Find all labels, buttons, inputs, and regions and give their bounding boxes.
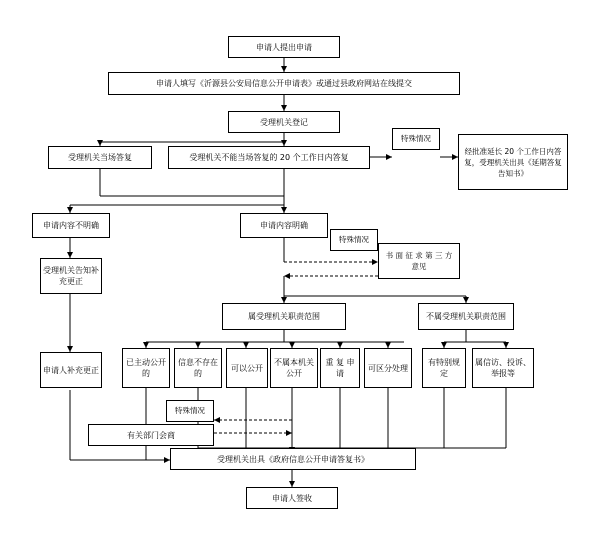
node-content-unclear: 申请内容不明确	[32, 213, 110, 238]
node-20-workday-reply: 受理机关不能当场答复的 20 个工作日内答复	[168, 146, 370, 169]
node-departments-consultation: 有关部门会商	[88, 424, 214, 446]
node-applicant-submit: 申请人提出申请	[228, 36, 340, 58]
node-already-public: 已主动公开的	[122, 348, 170, 388]
node-extension-notice: 经批准延长 20 个工作日内答复，受理机关出具《延期答复告知书》	[458, 134, 568, 190]
node-duplicate-application: 重 复 申 请	[320, 348, 360, 388]
node-onsite-reply: 受理机关当场答复	[48, 146, 152, 169]
node-can-disclose: 可以公开	[226, 348, 268, 388]
node-outside-duty-scope: 不属受理机关职责范围	[418, 303, 514, 330]
node-within-duty-scope: 属受理机关职责范围	[222, 303, 346, 330]
node-registration: 受理机关登记	[228, 111, 340, 133]
node-separable-handling: 可区分处理	[364, 348, 412, 388]
node-consult-third-party: 书 面 征 求 第 三 方 意见	[378, 243, 460, 279]
node-issue-reply-letter: 受理机关出具《政府信息公开申请答复书》	[170, 448, 416, 470]
label-special-case-2: 特殊情况	[330, 229, 378, 251]
node-not-this-agency: 不属本机关公开	[270, 348, 318, 388]
node-special-provisions: 有特别规定	[422, 348, 466, 388]
node-notify-supplement: 受理机关告知补充更正	[40, 258, 102, 294]
node-petition-complaint: 属信访、投诉、举报等	[472, 348, 534, 388]
node-applicant-supplement: 申请人补充更正	[40, 352, 102, 388]
node-content-clear: 申请内容明确	[240, 213, 328, 238]
label-special-case-3: 特殊情况	[166, 400, 214, 422]
node-fill-application-form: 申请人填写《沂源县公安局信息公开申请表》或通过县政府网站在线提交	[108, 72, 460, 95]
label-special-case-1: 特殊情况	[392, 128, 440, 150]
node-applicant-receipt: 申请人签收	[246, 487, 338, 509]
node-info-not-exist: 信息不存在的	[174, 348, 222, 388]
